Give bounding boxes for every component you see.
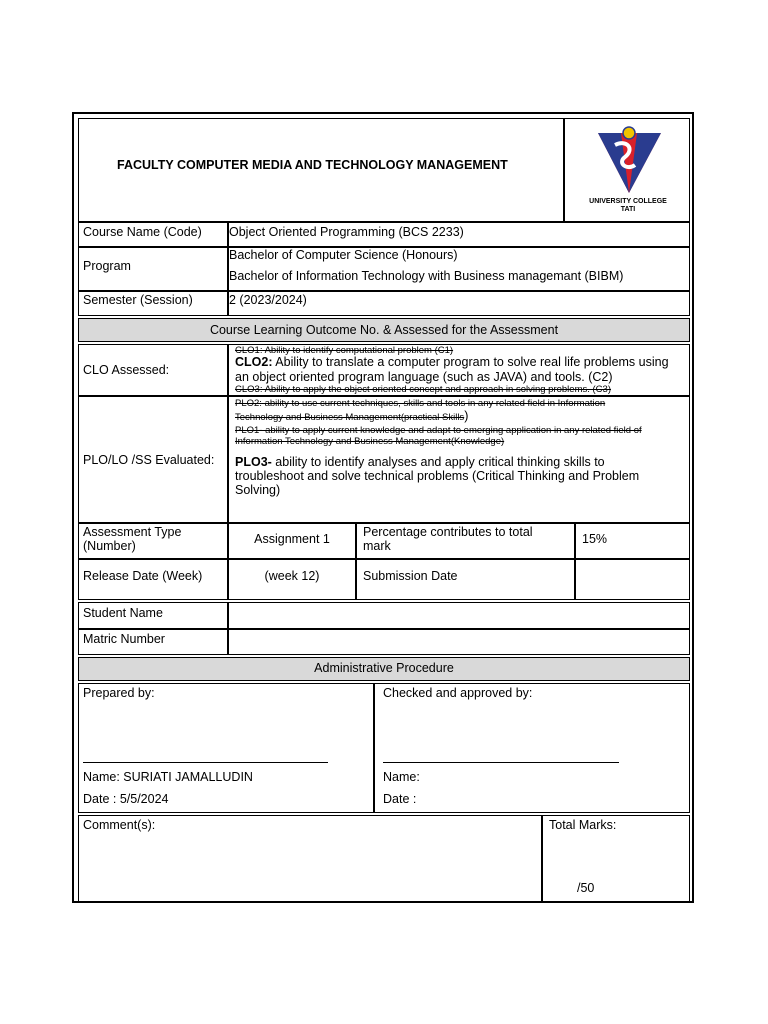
submission-value-cell [575, 559, 690, 600]
plo3-line-1 [235, 455, 605, 470]
clo2-line-1 [235, 355, 669, 370]
release-value-cell [228, 559, 356, 600]
student-name-value-cell [228, 602, 690, 629]
plo2-struck-2: Technology and Business Management(practical Skills [235, 412, 465, 423]
clo-label: CLO Assessed: [83, 363, 170, 377]
faculty-title: FACULTY COMPUTER MEDIA AND TECHNOLOGY MANAGEMENT [117, 158, 508, 172]
clo2-text-2: an object oriented program language (such as JAVA) and tools. (C2) [235, 370, 613, 384]
logo-cell [564, 118, 690, 222]
matric-label-cell [78, 629, 228, 655]
prepared-name: Name: SURIATI JAMALLUDIN [83, 770, 253, 784]
admin-heading: Administrative Procedure [314, 661, 454, 675]
university-logo [565, 119, 691, 223]
matric-value-cell [228, 629, 690, 655]
course-name-value-cell [228, 222, 690, 247]
faculty-title-cell [78, 118, 564, 222]
assessment-type-value: Assignment 1 [254, 532, 330, 546]
plo3-text-2: troubleshoot and solve technical problems (Critical Thinking and Problem [235, 469, 640, 483]
semester-label-cell [78, 291, 228, 316]
assessment-type-label-2: (Number) [83, 539, 136, 553]
program-label: Program [83, 259, 131, 273]
plo2-struck-1: PLO2: ability to use current techniques, skills and tools in any related field in Information [235, 398, 606, 409]
course-name-value: Object Oriented Programming (BCS 2233) [229, 225, 464, 239]
program-value-1: Bachelor of Computer Science (Honours) [229, 248, 458, 262]
plo3-text-3: Solving) [235, 483, 281, 497]
prepared-signature-line [83, 762, 328, 763]
clo-value-cell [228, 344, 690, 396]
program-value-cell [228, 247, 690, 291]
checked-cell [374, 683, 690, 813]
plo-label: PLO/LO /SS Evaluated: [83, 453, 215, 467]
clo2-code: CLO2: [235, 355, 273, 369]
logo-text-1: UNIVERSITY COLLEGE [589, 198, 667, 205]
checked-signature-line [383, 762, 619, 763]
semester-label: Semester (Session) [83, 293, 193, 307]
prepared-cell [78, 683, 374, 813]
checked-name: Name: [383, 770, 420, 784]
total-marks-cell [542, 815, 690, 902]
plo3-code: PLO3- [235, 455, 272, 469]
submission-label-cell [356, 559, 575, 600]
assessment-type-label-1: Assessment Type [83, 525, 182, 539]
program-label-cell [78, 247, 228, 291]
assessment-type-value-cell [228, 523, 356, 559]
plo1-struck-2: Information Technology and Business Management(Knowledge) [235, 436, 505, 447]
percentage-value: 15% [582, 532, 608, 546]
program-value-2: Bachelor of Information Technology with Business managemant (BIBM) [229, 269, 624, 283]
clo2-text-1: Ability to translate a computer program to solve real life problems using [275, 355, 669, 369]
release-value: (week 12) [264, 569, 320, 583]
checked-label: Checked and approved by: [383, 686, 533, 700]
student-name-label: Student Name [83, 606, 163, 620]
assessment-type-label-cell [78, 523, 228, 559]
release-label-cell [78, 559, 228, 600]
plo3-text-1: ability to identify analyses and apply critical thinking skills to [275, 455, 605, 469]
logo-text-2: TATI [620, 206, 636, 213]
course-name-label-cell [78, 222, 228, 247]
total-marks-label: Total Marks: [549, 818, 617, 832]
clo-label-cell [78, 344, 228, 396]
percentage-value-cell [575, 523, 690, 559]
prepared-label: Prepared by: [83, 686, 155, 700]
submission-label: Submission Date [363, 569, 458, 583]
clo-section-heading: Course Learning Outcome No. & Assessed for the Assessment [209, 323, 559, 337]
checked-date: Date : [383, 792, 417, 806]
matric-label: Matric Number [83, 632, 165, 646]
comments-label: Comment(s): [83, 818, 156, 832]
comments-cell [78, 815, 542, 902]
percentage-label-2: mark [363, 539, 391, 553]
plo-label-cell [78, 396, 228, 523]
assessment-form-frame [72, 112, 694, 903]
clo1-struck: CLO1: Ability to identify computational problem (C1) [235, 345, 454, 356]
course-name-label: Course Name (Code) [83, 225, 202, 239]
plo2-paren: ) [464, 409, 469, 423]
prepared-date: Date : 5/5/2024 [83, 792, 169, 806]
plo2-line-2 [235, 409, 468, 424]
total-marks-value: /50 [577, 881, 595, 895]
plo1-struck-1: PLO1- ability to apply current knowledge and adapt to emerging application in any related field of [235, 425, 642, 436]
release-label: Release Date (Week) [83, 569, 203, 583]
semester-value: 2 (2023/2024) [229, 293, 307, 307]
student-name-label-cell [78, 602, 228, 629]
logo-emblem [623, 127, 635, 139]
clo-section-heading-cell [78, 318, 690, 342]
admin-heading-cell [78, 657, 690, 681]
clo3-struck: CLO3: Ability to apply the object oriented concept and approach in solving problems. (C3) [235, 384, 611, 395]
semester-value-cell [228, 291, 690, 316]
percentage-label-cell [356, 523, 575, 559]
plo-value-cell [228, 396, 690, 523]
percentage-label-1: Percentage contributes to total [363, 525, 533, 539]
